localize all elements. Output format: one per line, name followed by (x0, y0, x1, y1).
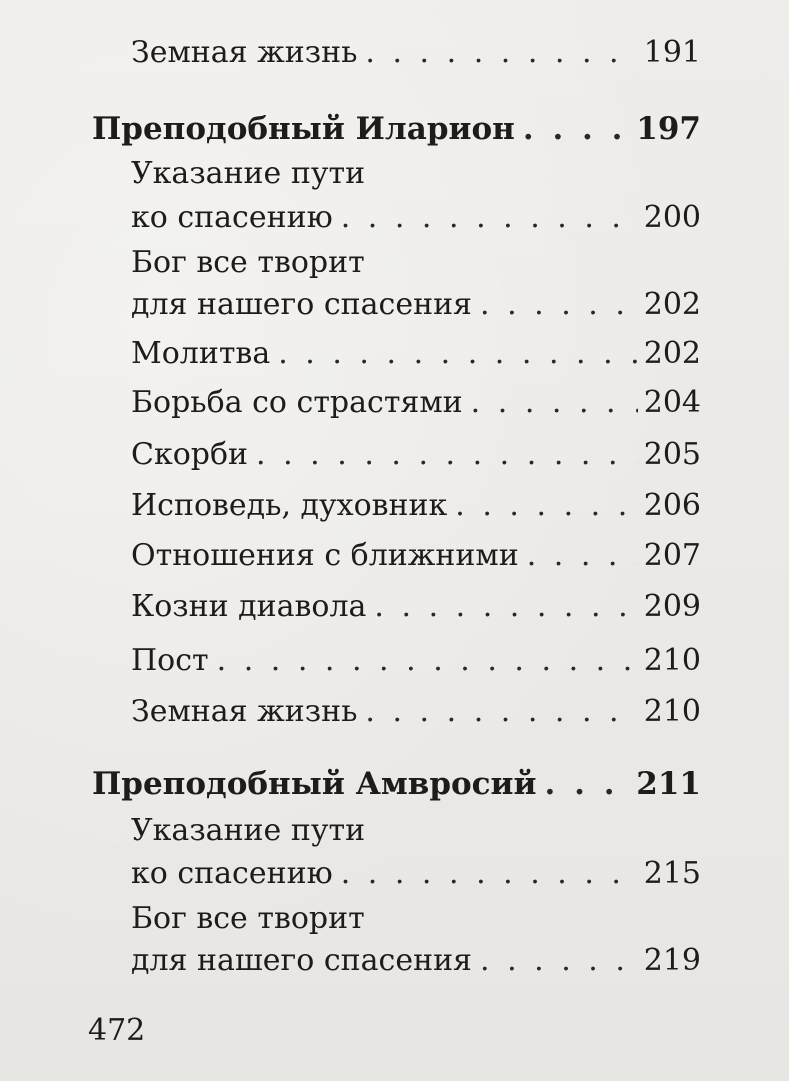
toc-entry (131, 437, 701, 472)
toc-entry-title: Молитва (131, 336, 271, 371)
toc-entry-page: 197 (636, 111, 701, 147)
toc-entry-page: 210 (643, 643, 701, 678)
toc-section-title: Преподобный Амвросий (92, 766, 537, 802)
toc-entry-page: 209 (643, 589, 701, 624)
toc-entry-title-line1: Бог все творит (131, 901, 365, 936)
toc-section-heading (92, 111, 701, 147)
toc-entry-page: 210 (643, 694, 701, 729)
dot-leader (365, 38, 637, 68)
toc-entry-page: 211 (636, 766, 701, 802)
toc-entry (131, 200, 701, 235)
dot-leader (545, 769, 631, 800)
toc-entry-title: Земная жизнь (131, 694, 358, 729)
toc-entry-title: Козни диавола (131, 589, 367, 624)
toc-entry-title: ко спасению (131, 856, 333, 891)
toc-entry-page: 206 (643, 488, 701, 523)
toc-entry (131, 35, 701, 70)
toc-entry (131, 287, 701, 322)
dot-leader (256, 440, 638, 470)
toc-entry-page: 205 (643, 437, 701, 472)
toc-entry-title: Отношения с ближними (131, 538, 519, 573)
toc-entry (131, 943, 701, 978)
dot-leader (527, 541, 638, 571)
toc-entry (131, 336, 701, 371)
toc-entry-title: Борьба со страстями (131, 385, 463, 420)
dot-leader (471, 388, 638, 418)
dot-leader (523, 114, 630, 145)
toc-entry-page: 191 (643, 35, 701, 70)
toc-entry (131, 538, 701, 573)
toc-entry (131, 643, 701, 678)
toc-section-title: Преподобный Иларион (92, 111, 515, 147)
toc-entry-title-line1: Указание пути (131, 156, 366, 191)
dot-leader (341, 203, 638, 233)
dot-leader (374, 592, 637, 622)
dot-leader (341, 859, 638, 889)
page-number: 472 (88, 1013, 146, 1048)
dot-leader (480, 290, 638, 320)
dot-leader (455, 491, 637, 521)
toc-entry-page: 202 (643, 336, 701, 371)
toc-entry-page: 200 (643, 200, 701, 235)
toc-entry (131, 589, 701, 624)
toc-entry (131, 694, 701, 729)
toc-entry-page: 207 (643, 538, 701, 573)
toc-entry-page: 204 (643, 385, 701, 420)
toc-entry (131, 488, 701, 523)
dot-leader (480, 946, 638, 976)
toc-entry-page: 202 (643, 287, 701, 322)
toc-entry (131, 385, 701, 420)
dot-leader (217, 646, 638, 676)
toc-entry-title: Скорби (131, 437, 249, 472)
toc-entry-title-line1: Указание пути (131, 813, 366, 848)
toc-entry-title: Пост (131, 643, 209, 678)
toc-entry-page: 219 (643, 943, 701, 978)
toc-section-heading (92, 766, 701, 802)
toc-entry-title: Исповедь, духовник (131, 488, 448, 523)
toc-entry-page: 215 (643, 856, 701, 891)
dot-leader (365, 697, 637, 727)
toc-entry-title: ко спасению (131, 200, 333, 235)
toc-entry-title: для нашего спасения (131, 943, 472, 978)
toc-entry-title: для нашего спасения (131, 287, 472, 322)
toc-entry-title: Земная жизнь (131, 35, 358, 70)
toc-entry (131, 856, 701, 891)
dot-leader (278, 339, 638, 369)
toc-entry-title-line1: Бог все творит (131, 245, 365, 280)
